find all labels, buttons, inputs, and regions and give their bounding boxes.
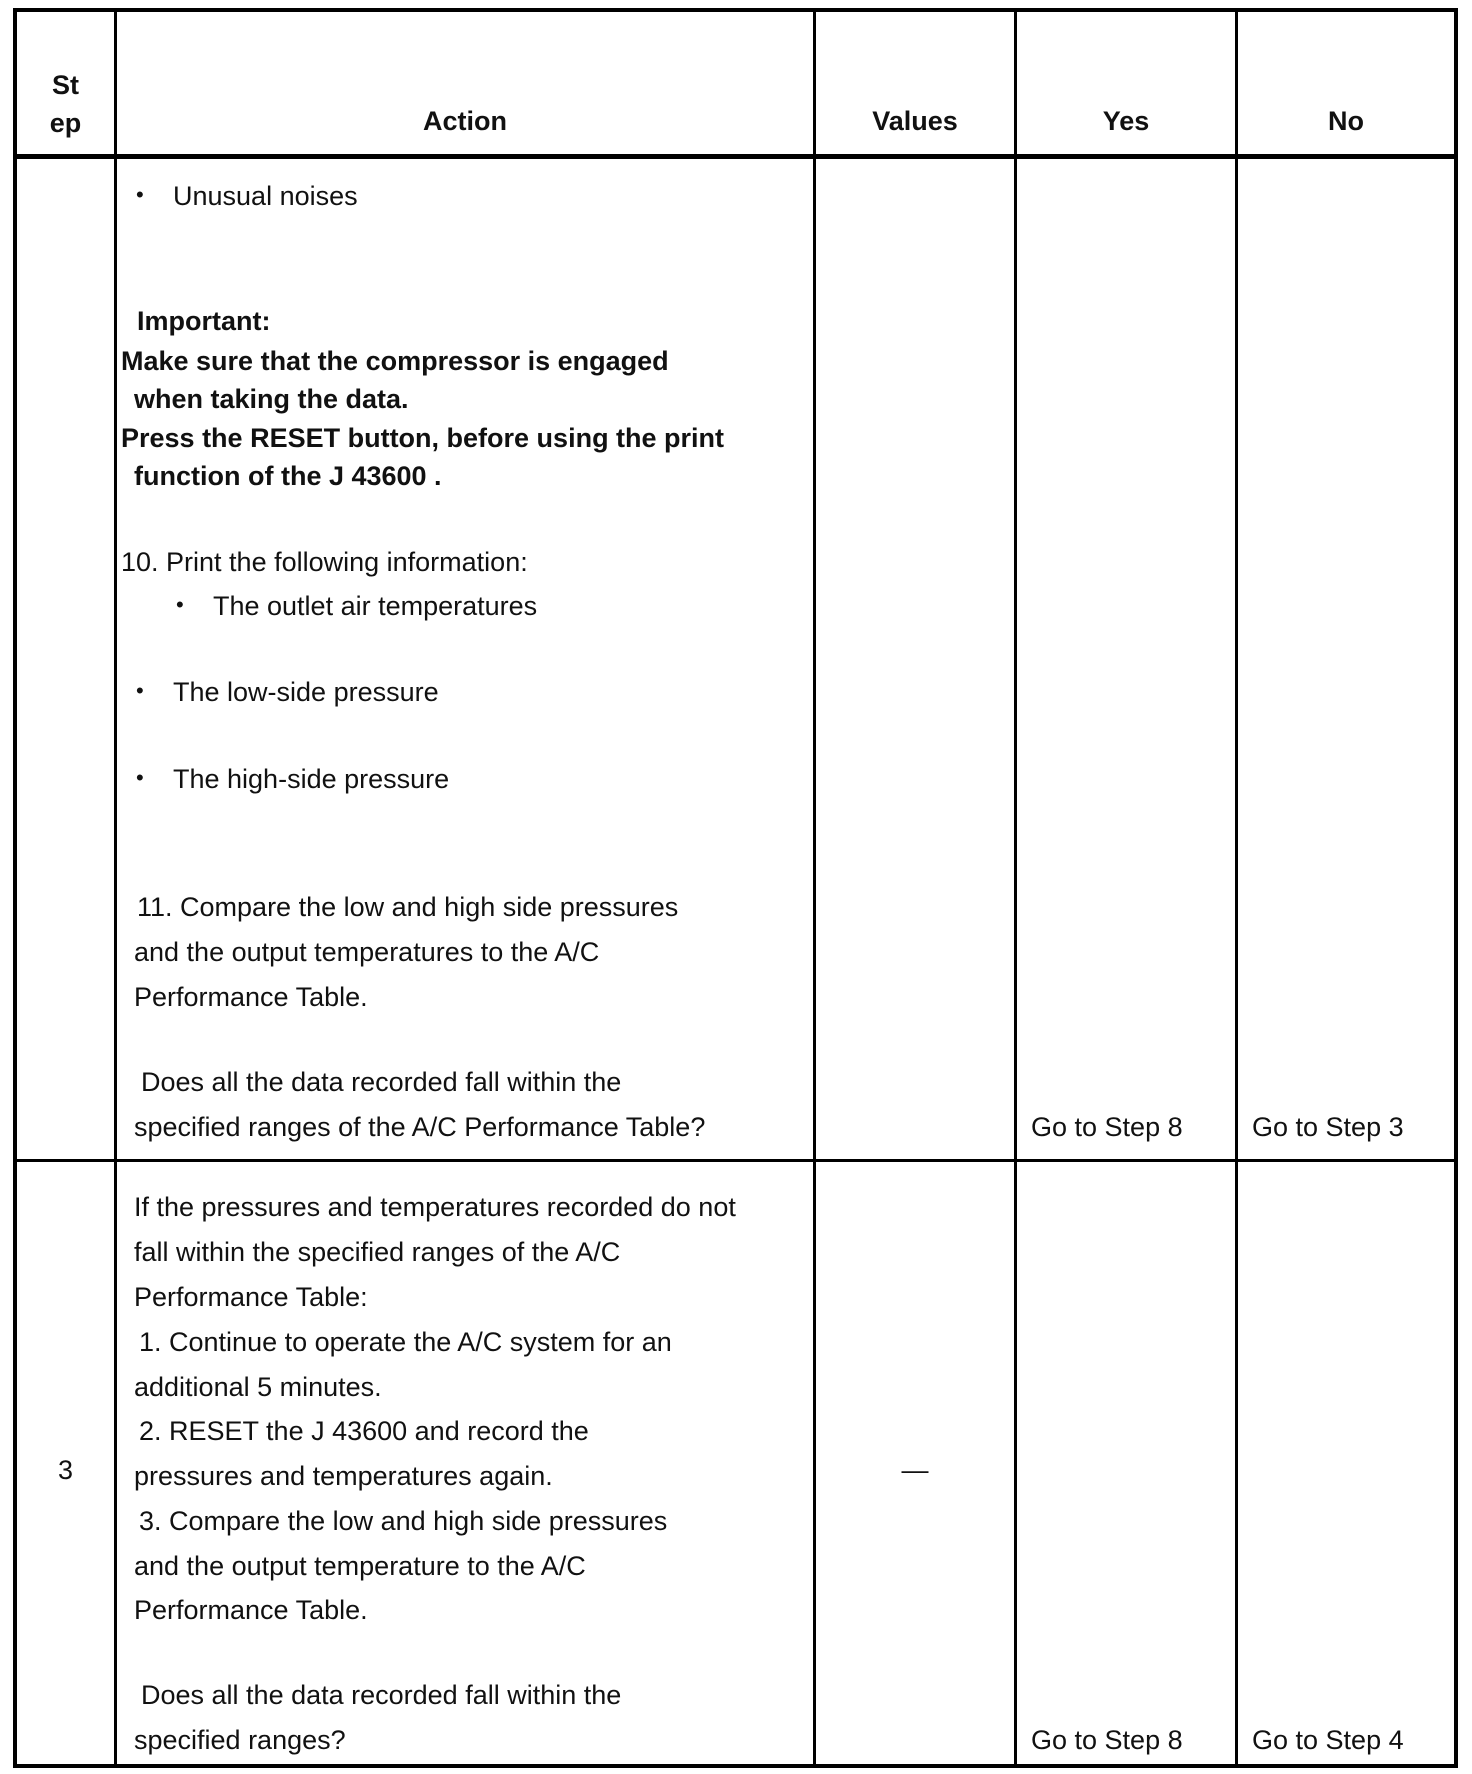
row2-line-6: 2. RESET the J 43600 and record the bbox=[139, 1416, 589, 1446]
item-10: 10. Print the following information: bbox=[121, 547, 528, 577]
question-line-1: Does all the data recorded fall within the bbox=[141, 1067, 622, 1097]
header-no: No bbox=[1328, 106, 1364, 136]
header-step-line1: St bbox=[52, 70, 79, 100]
low-side-pressure: The low-side pressure bbox=[173, 677, 439, 707]
row2-line-1: If the pressures and temperatures recorded do not bbox=[134, 1192, 736, 1222]
header-divider bbox=[13, 154, 1458, 159]
row2-line-5: additional 5 minutes. bbox=[134, 1372, 382, 1402]
question-line-2: specified ranges of the A/C Performance Table? bbox=[134, 1112, 706, 1142]
header-step bbox=[17, 66, 114, 142]
header-step-line2: ep bbox=[49, 108, 82, 138]
row-divider bbox=[13, 1159, 1458, 1162]
item-11-line-3: Performance Table. bbox=[134, 982, 368, 1012]
row2-line-3: Performance Table: bbox=[134, 1282, 368, 1312]
row2-no: Go to Step 4 bbox=[1252, 1725, 1404, 1755]
header-values: Values bbox=[872, 106, 958, 136]
row1-yes: Go to Step 8 bbox=[1031, 1112, 1183, 1142]
bullet: • bbox=[136, 678, 144, 703]
row2-step: 3 bbox=[57, 1455, 74, 1485]
row2-line-7: pressures and temperatures again. bbox=[134, 1461, 553, 1491]
high-side-pressure: The high-side pressure bbox=[173, 764, 450, 794]
row2-line-4: 1. Continue to operate the A/C system for an bbox=[139, 1327, 672, 1357]
row2-line-9: and the output temperature to the A/C bbox=[134, 1551, 586, 1581]
outlet-temps: The outlet air temperatures bbox=[213, 591, 538, 621]
row2-line-8: 3. Compare the low and high side pressures bbox=[139, 1506, 668, 1536]
unusual-noises: Unusual noises bbox=[173, 181, 358, 211]
col-divider-values bbox=[1014, 8, 1017, 1768]
row2-line-2: fall within the specified ranges of the A/C bbox=[134, 1237, 621, 1267]
important-line-2: when taking the data. bbox=[134, 384, 409, 414]
col-divider-action bbox=[813, 8, 816, 1768]
row2-question-line-2: specified ranges? bbox=[134, 1725, 346, 1755]
header-yes: Yes bbox=[1102, 106, 1150, 136]
item-11-line-1: 11. Compare the low and high side pressures bbox=[137, 892, 679, 922]
border-top bbox=[13, 8, 1458, 12]
row2-line-10: Performance Table. bbox=[134, 1595, 368, 1625]
col-divider-yes bbox=[1235, 8, 1238, 1768]
bullet: • bbox=[136, 182, 144, 207]
important-line-1: Make sure that the compressor is engaged bbox=[121, 346, 669, 376]
col-divider-step bbox=[114, 8, 117, 1768]
bullet: • bbox=[136, 765, 144, 790]
border-left bbox=[13, 8, 17, 1768]
border-right bbox=[1454, 8, 1458, 1768]
item-11-line-2: and the output temperatures to the A/C bbox=[134, 937, 600, 967]
bullet: • bbox=[176, 592, 184, 617]
row2-question-line-1: Does all the data recorded fall within the bbox=[141, 1680, 622, 1710]
diagnostic-table bbox=[13, 8, 1458, 1768]
border-bottom bbox=[13, 1764, 1458, 1768]
important-line-4: function of the J 43600 . bbox=[134, 461, 442, 491]
header-action: Action bbox=[423, 106, 507, 136]
row2-values: — bbox=[901, 1455, 929, 1485]
important-title: Important: bbox=[137, 306, 271, 336]
important-line-3: Press the RESET button, before using the print bbox=[121, 423, 725, 453]
row1-no: Go to Step 3 bbox=[1252, 1112, 1404, 1142]
row2-yes: Go to Step 8 bbox=[1031, 1725, 1183, 1755]
